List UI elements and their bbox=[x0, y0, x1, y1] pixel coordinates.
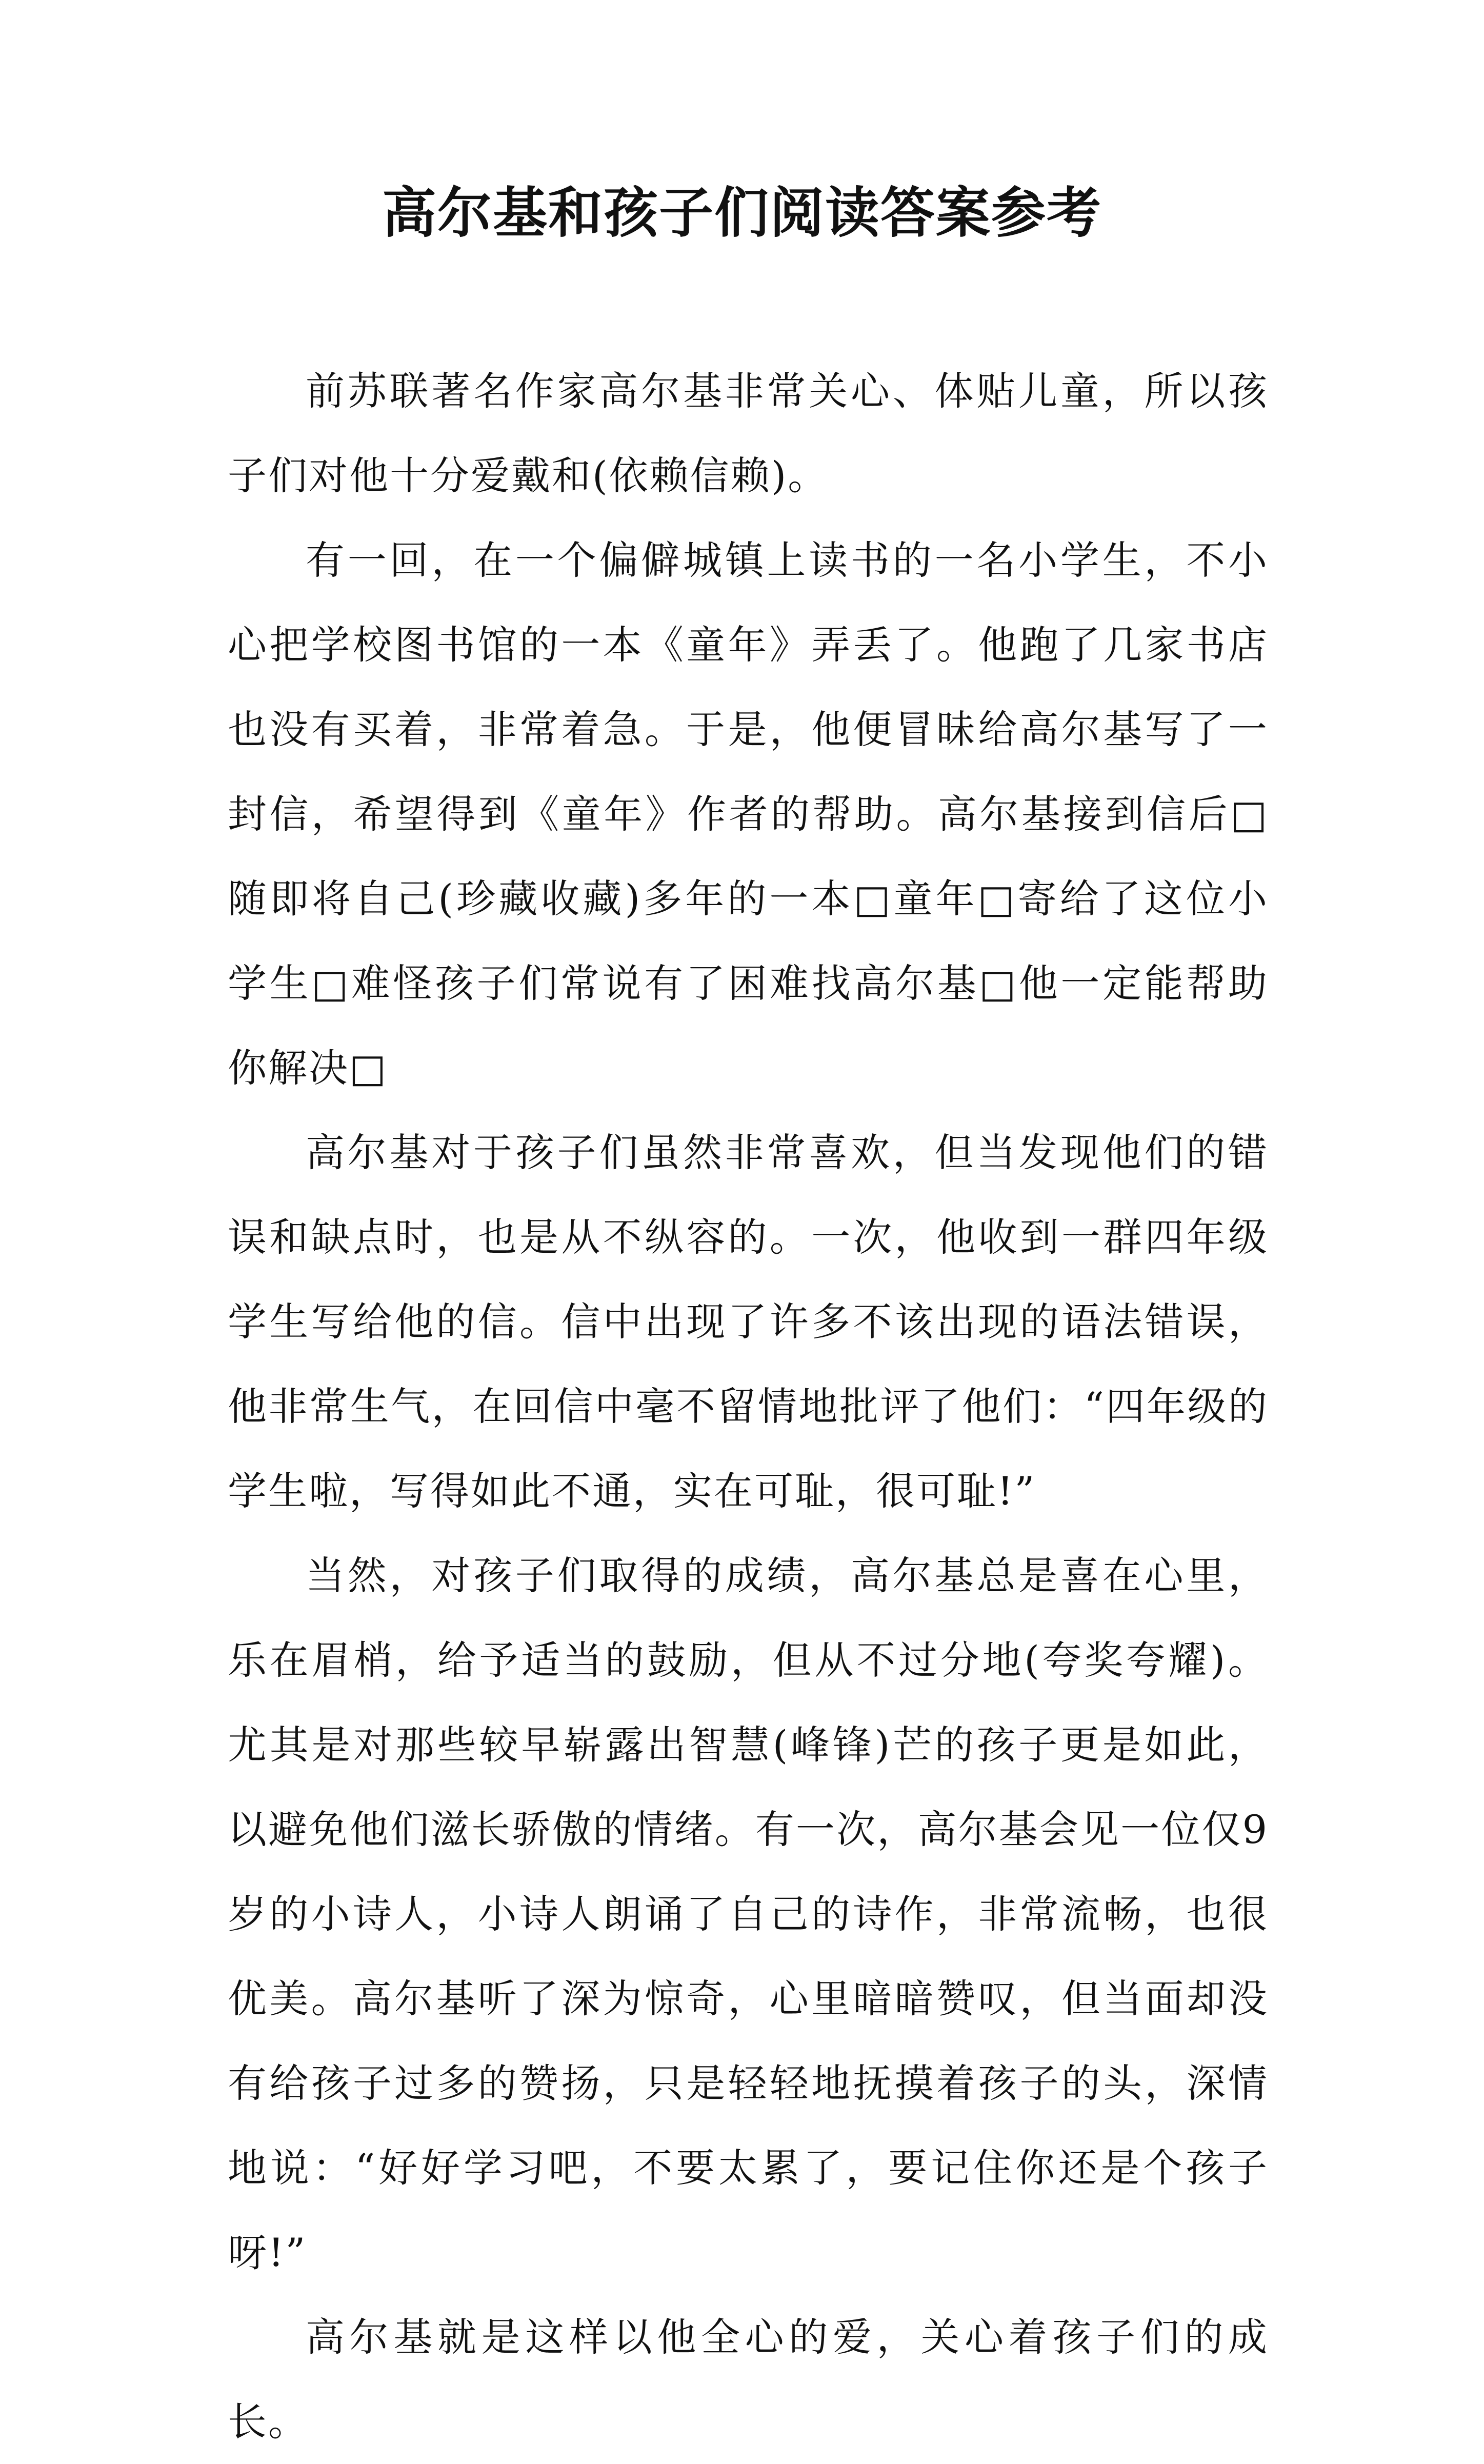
document-body bbox=[228, 349, 1269, 2464]
paragraph-3: 高尔基对于孩子们虽然非常喜欢，但当发现他们的错误和缺点时，也是从不纵容的。一次，他收到一群四年级学生写给他的信。信中出现了许多不该出现的语法错误，他非常生气，在回信中毫不留情地批评了他们：“四年级的学生啦，写得如此不通，实在可耻，很可耻!” bbox=[228, 1130, 1269, 1514]
paragraph-1: 前苏联著名作家高尔基非常关心、体贴儿童，所以孩子们对他十分爱戴和(依赖信赖)。 bbox=[228, 368, 1269, 498]
paragraph-2: 有一回，在一个偏僻城镇上读书的一名小学生，不小心把学校图书馆的一本《童年》弄丢了。他跑了几家书店也没有买着，非常着急。于是，他便冒昧给高尔基写了一封信，希望得到《童年》作者的帮助。高尔基接到信后□随即将自己(珍藏收藏)多年的一本□童年□寄给了这位小学生□难怪孩子们常说有了困难找高尔基□他一定能帮助你解决□ bbox=[228, 537, 1269, 1091]
paragraph-4: 当然，对孩子们取得的成绩，高尔基总是喜在心里，乐在眉梢，给予适当的鼓励，但从不过分地(夸奖夸耀)。尤其是对那些较早崭露出智慧(峰锋)芒的孩子更是如此，以避免他们滋长骄傲的情绪。有一次，高尔基会见一位仅9岁的小诗人，小诗人朗诵了自己的诗作，非常流畅，也很优美。高尔基听了深为惊奇，心里暗暗赞叹，但当面却没有给孩子过多的赞扬，只是轻轻地抚摸着孩子的头，深情地说：“好好学习吧，不要太累了，要记住你还是个孩子呀!” bbox=[228, 1553, 1269, 2275]
document-title: 高尔基和孩子们阅读答案参考 bbox=[382, 181, 1102, 245]
paragraph-5: 高尔基就是这样以他全心的爱，关心着孩子们的成长。 bbox=[228, 2314, 1269, 2445]
